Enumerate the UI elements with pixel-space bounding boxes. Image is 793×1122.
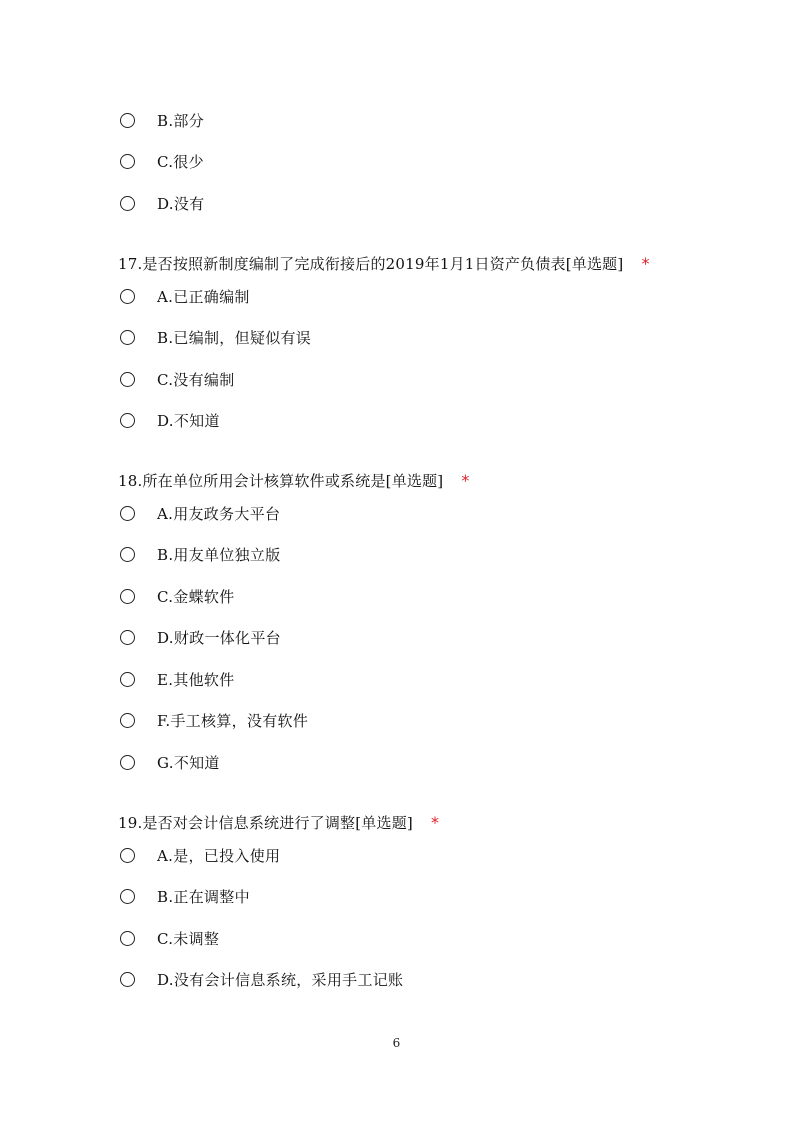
question-19-title	[118, 810, 439, 834]
radio-circle-icon[interactable]	[120, 755, 135, 770]
radio-circle-icon[interactable]	[120, 506, 135, 521]
option-label: B.正在调整中	[157, 887, 250, 906]
question-18-title	[118, 468, 469, 492]
option-label: D.没有	[157, 194, 205, 213]
radio-circle-icon[interactable]	[120, 196, 135, 211]
radio-circle-icon[interactable]	[120, 330, 135, 345]
radio-circle-icon[interactable]	[120, 848, 135, 863]
option-label: D.没有会计信息系统，采用手工记账	[157, 970, 404, 989]
option-label: C.金蝶软件	[157, 587, 235, 606]
radio-circle-icon[interactable]	[120, 372, 135, 387]
page-number: 6	[392, 1036, 401, 1050]
q18-option-e[interactable]	[120, 667, 235, 691]
radio-circle-icon[interactable]	[120, 154, 135, 169]
required-asterisk-icon: *	[641, 253, 650, 273]
option-label: D.不知道	[157, 411, 220, 430]
radio-circle-icon[interactable]	[120, 931, 135, 946]
option-label: F.手工核算，没有软件	[157, 711, 309, 730]
required-asterisk-icon: *	[430, 812, 439, 832]
radio-circle-icon[interactable]	[120, 289, 135, 304]
radio-circle-icon[interactable]	[120, 630, 135, 645]
option-label: C.未调整	[157, 929, 220, 948]
q19-option-b[interactable]	[120, 884, 250, 908]
q19-option-a[interactable]	[120, 843, 280, 867]
radio-circle-icon[interactable]	[120, 972, 135, 987]
option-label: D.财政一体化平台	[157, 628, 281, 647]
q18-option-b[interactable]	[120, 542, 281, 566]
radio-circle-icon[interactable]	[120, 889, 135, 904]
radio-circle-icon[interactable]	[120, 589, 135, 604]
option-label: A.是，已投入使用	[157, 846, 281, 865]
q18-option-c[interactable]	[120, 584, 235, 608]
radio-circle-icon[interactable]	[120, 547, 135, 562]
question-text: 18.所在单位所用会计核算软件或系统是[单选题]	[118, 471, 444, 490]
question-17-title	[118, 251, 649, 275]
q17-option-c[interactable]	[120, 367, 235, 391]
q19-option-c[interactable]	[120, 926, 219, 950]
q18-option-d[interactable]	[120, 625, 281, 649]
q18-option-g[interactable]	[120, 750, 220, 774]
option-label: B.部分	[157, 111, 204, 130]
q16-option-c[interactable]	[120, 149, 204, 173]
option-label: B.已编制，但疑似有误	[157, 328, 312, 347]
q17-option-a[interactable]	[120, 284, 250, 308]
radio-circle-icon[interactable]	[120, 113, 135, 128]
q17-option-d[interactable]	[120, 408, 220, 432]
option-label: B.用友单位独立版	[157, 545, 281, 564]
q17-option-b[interactable]	[120, 325, 311, 349]
radio-circle-icon[interactable]	[120, 672, 135, 687]
option-label: C.没有编制	[157, 370, 235, 389]
radio-circle-icon[interactable]	[120, 713, 135, 728]
q16-option-d[interactable]	[120, 191, 204, 215]
q16-option-b[interactable]	[120, 108, 204, 132]
radio-circle-icon[interactable]	[120, 413, 135, 428]
required-asterisk-icon: *	[461, 470, 470, 490]
option-label: A.用友政务大平台	[157, 504, 281, 523]
q18-option-a[interactable]	[120, 501, 280, 525]
option-label: A.已正确编制	[157, 287, 250, 306]
q19-option-d[interactable]	[120, 967, 403, 991]
question-text: 17.是否按照新制度编制了完成衔接后的2019年1月1日资产负债表[单选题]	[118, 254, 624, 273]
option-label: C.很少	[157, 152, 204, 171]
option-label: E.其他软件	[157, 670, 235, 689]
q18-option-f[interactable]	[120, 708, 308, 732]
question-text: 19.是否对会计信息系统进行了调整[单选题]	[118, 813, 413, 832]
option-label: G.不知道	[157, 753, 220, 772]
